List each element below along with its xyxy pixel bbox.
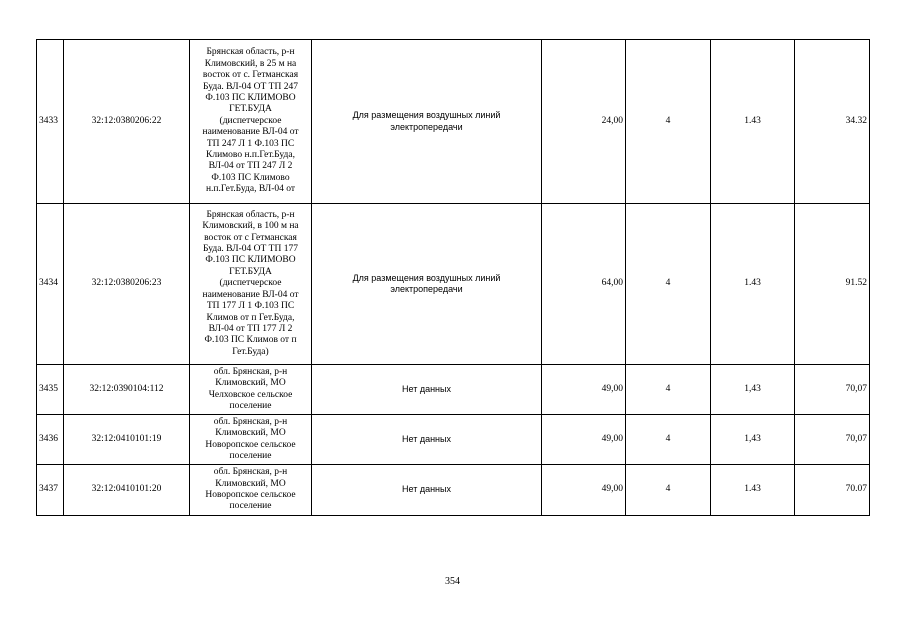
permitted-use-cell <box>312 465 542 516</box>
address-line: ГЕТ.БУДА <box>229 266 272 277</box>
address-line: поселение <box>229 501 272 512</box>
table-row <box>37 204 870 365</box>
cadastral-number: 32:12:0410101:19 <box>64 415 190 465</box>
rate-value: 1,43 <box>711 365 795 415</box>
address-line: наименование ВЛ-04 от <box>202 289 299 300</box>
cadastral-number: 32:12:0380206:22 <box>64 40 190 204</box>
address-cell <box>190 415 312 465</box>
permitted-use-line: электропередачи <box>390 284 463 294</box>
rate-value: 1.43 <box>711 204 795 365</box>
address-line: ТП 177 Л 1 Ф.103 ПС <box>206 301 295 312</box>
area-value: 49,00 <box>542 465 626 516</box>
address-cell <box>190 40 312 204</box>
address-line: Челховское сельское <box>208 389 293 400</box>
address-line: Ф.103 ПС Климов от п <box>204 335 297 346</box>
page-number: 354 <box>445 576 460 587</box>
address-line: Климовский, МО <box>215 378 286 389</box>
rate-value: 1.43 <box>711 465 795 516</box>
address-line: (диспетчерское <box>219 278 282 289</box>
address-line: обл. Брянская, р-н <box>213 416 288 427</box>
area-value: 49,00 <box>542 415 626 465</box>
class-value: 4 <box>626 465 711 516</box>
address-line: наименование ВЛ-04 от <box>202 127 299 138</box>
permitted-use-cell <box>312 415 542 465</box>
permitted-use-line: Нет данных <box>402 383 451 394</box>
tax-value: 34.32 <box>795 40 870 204</box>
tax-value: 91.52 <box>795 204 870 365</box>
address-line: н.п.Гет.Буда, ВЛ-04 от <box>205 184 296 195</box>
rate-value: 1,43 <box>711 415 795 465</box>
address-line: ВЛ-04 от ТП 247 Л 2 <box>208 161 293 172</box>
address-line: Климово н.п.Гет.Буда, <box>206 150 295 161</box>
tax-value: 70.07 <box>795 465 870 516</box>
permitted-use-cell <box>312 204 542 365</box>
row-number: 3434 <box>37 204 64 365</box>
address-line: Брянская область, р-н <box>206 209 295 220</box>
table-row <box>37 40 870 204</box>
row-number: 3435 <box>37 365 64 415</box>
rate-value: 1.43 <box>711 40 795 204</box>
class-value: 4 <box>626 204 711 365</box>
permitted-use-line: Для размещения воздушных линий <box>352 110 501 121</box>
cadastral-number: 32:12:0380206:23 <box>64 204 190 365</box>
address-line: обл. Брянская, р-н <box>213 366 288 377</box>
area-value: 24,00 <box>542 40 626 204</box>
address-line: обл. Брянская, р-н <box>213 467 288 478</box>
address-line: восток от с Гетманская <box>204 232 297 243</box>
table-body <box>37 40 870 516</box>
address-line: Климов от п Гет.Буда, <box>206 312 295 323</box>
address-line: ТП 247 Л 1 Ф.103 ПС <box>206 138 295 149</box>
address-line: Гет.Буда) <box>232 346 269 357</box>
permitted-use-line: Нет данных <box>402 484 451 495</box>
address-cell <box>190 465 312 516</box>
address-line: Буда. ВЛ-04 ОТ ТП 247 <box>203 81 298 92</box>
permitted-use-line: Для размещения воздушных линий <box>352 272 501 283</box>
address-line: Ф.103 ПС КЛИМОВО <box>205 255 296 266</box>
address-line: Климовский, в 100 м на <box>202 221 299 232</box>
class-value: 4 <box>626 415 711 465</box>
address-line: Климовский, МО <box>215 428 286 439</box>
area-value: 64,00 <box>542 204 626 365</box>
address-cell <box>190 204 312 365</box>
class-value: 4 <box>626 365 711 415</box>
address-line: (диспетчерское <box>219 115 282 126</box>
permitted-use-line: электропередачи <box>390 121 463 132</box>
address-line: ВЛ-04 от ТП 177 Л 2 <box>208 323 293 334</box>
area-value: 49,00 <box>542 365 626 415</box>
address-line: ГЕТ.БУДА <box>229 104 272 115</box>
address-cell <box>190 365 312 415</box>
address-line: Климовский, МО <box>215 478 286 489</box>
address-line: Брянская область, р-н <box>206 47 295 58</box>
permitted-use-cell <box>312 365 542 415</box>
cadastral-number: 32:12:0410101:20 <box>64 465 190 516</box>
land-plots-table <box>36 39 870 516</box>
row-number: 3436 <box>37 415 64 465</box>
address-line: Ф.103 ПС Климово <box>211 172 290 183</box>
address-line: Новоропское сельское <box>205 439 296 450</box>
cadastral-number: 32:12:0390104:112 <box>64 365 190 415</box>
address-line: поселение <box>229 400 272 411</box>
tax-value: 70,07 <box>795 365 870 415</box>
row-number: 3437 <box>37 465 64 516</box>
address-line: Буда. ВЛ-04 ОТ ТП 177 <box>203 244 298 255</box>
permitted-use-cell <box>312 40 542 204</box>
table-row <box>37 465 870 516</box>
address-line: Ф.103 ПС КЛИМОВО <box>205 92 296 103</box>
table-row <box>37 365 870 415</box>
address-line: поселение <box>229 450 272 461</box>
row-number: 3433 <box>37 40 64 204</box>
address-line: Новоропское сельское <box>205 490 296 500</box>
tax-value: 70,07 <box>795 415 870 465</box>
class-value: 4 <box>626 40 711 204</box>
table-row <box>37 415 870 465</box>
address-line: восток от с. Гетманская <box>202 70 299 81</box>
address-line: Климовский, в 25 м на <box>204 58 297 69</box>
permitted-use-line: Нет данных <box>402 433 451 444</box>
